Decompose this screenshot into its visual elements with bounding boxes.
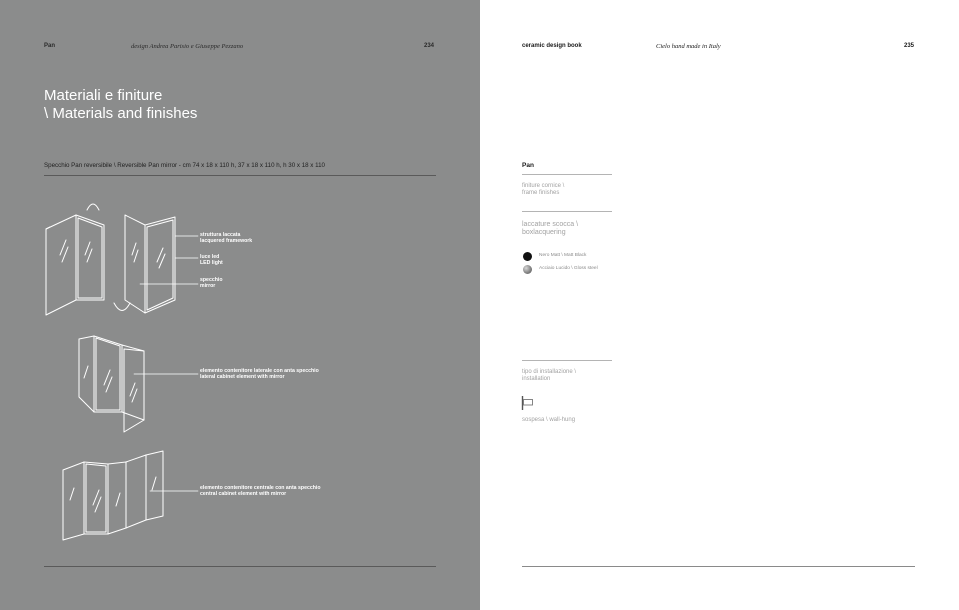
page-title-it: Materiali e finiture [44, 87, 163, 104]
installation-en: installation [522, 375, 551, 382]
header-book-title: ceramic design book [522, 43, 582, 49]
callout-central-it: elemento contenitore centrale con anta specchio [200, 485, 321, 491]
callout-lateral-it: elemento contenitore laterale con anta specchio [200, 368, 319, 374]
frame-divider [522, 211, 612, 212]
swatch-label-matt-black: Nero Matt \ Matt Black [539, 253, 587, 258]
header-designers: design Andrea Parisio e Giuseppe Pezzano [131, 43, 244, 50]
callout-led-it: luce led [200, 254, 220, 260]
header-product: Pan [44, 43, 56, 49]
installation-it: tipo di installazione \ [522, 369, 577, 375]
spec-line: Specchio Pan reversibile \ Reversible Pan mirror - cm 74 x 18 x 110 h, 37 x 18 x 110 h, h 30 x 18 x 110 [44, 162, 325, 169]
callout-mirror [200, 277, 223, 289]
page-number-left: 234 [424, 43, 435, 49]
box-lacquering-en: boxlacquering [522, 229, 566, 236]
installation-divider [522, 360, 612, 361]
mirror-right-panel-drawing [125, 215, 175, 313]
box-lacquering-it: laccature scocca \ [522, 221, 579, 228]
callout-mirror-it: specchio [200, 277, 223, 283]
bottom-divider-left [44, 566, 436, 567]
swatch-matt-black [523, 252, 532, 261]
frame-finishes-en: frame finishes [522, 189, 560, 196]
page-number-right: 235 [904, 43, 915, 49]
central-cabinet-drawing [63, 451, 163, 540]
swatch-label-gloss-steel: Acciaio Lucido \ Gloss steel [539, 266, 598, 271]
callout-framework [200, 232, 252, 244]
mirror-left-panel-drawing [46, 215, 104, 315]
bottom-divider-right [522, 566, 915, 567]
swatch-gloss-steel [523, 265, 532, 274]
frame-finishes-it: finiture cornice \ [522, 183, 565, 189]
header-tagline: Cielo hand made in Italy [656, 43, 721, 50]
page-title-en: \ Materials and finishes [44, 105, 198, 122]
callout-led-en: LED light [200, 260, 223, 267]
box-lacquering-label [522, 221, 578, 237]
callout-led [200, 254, 223, 266]
callout-lateral-cabinet [200, 368, 319, 380]
callout-central-en: central cabinet element with mirror [200, 491, 287, 498]
rotate-arrow-top [87, 204, 99, 210]
installation-label [522, 369, 576, 383]
callout-framework-it: struttura laccata [200, 232, 241, 238]
callout-lateral-en: lateral cabinet element with mirror [200, 374, 285, 381]
lateral-cabinet-drawing [79, 336, 144, 432]
installation-type: sospesa \ wall-hung [522, 417, 576, 423]
callout-mirror-en: mirror [200, 283, 216, 290]
callout-framework-en: lacquered framework [200, 238, 253, 245]
product-divider [522, 174, 612, 175]
right-page [480, 0, 959, 610]
wall-hung-icon [521, 396, 535, 410]
callout-central-cabinet [200, 485, 321, 497]
frame-finishes-label [522, 183, 564, 197]
product-name: Pan [522, 162, 534, 169]
rotate-arrow-bottom [114, 303, 130, 311]
